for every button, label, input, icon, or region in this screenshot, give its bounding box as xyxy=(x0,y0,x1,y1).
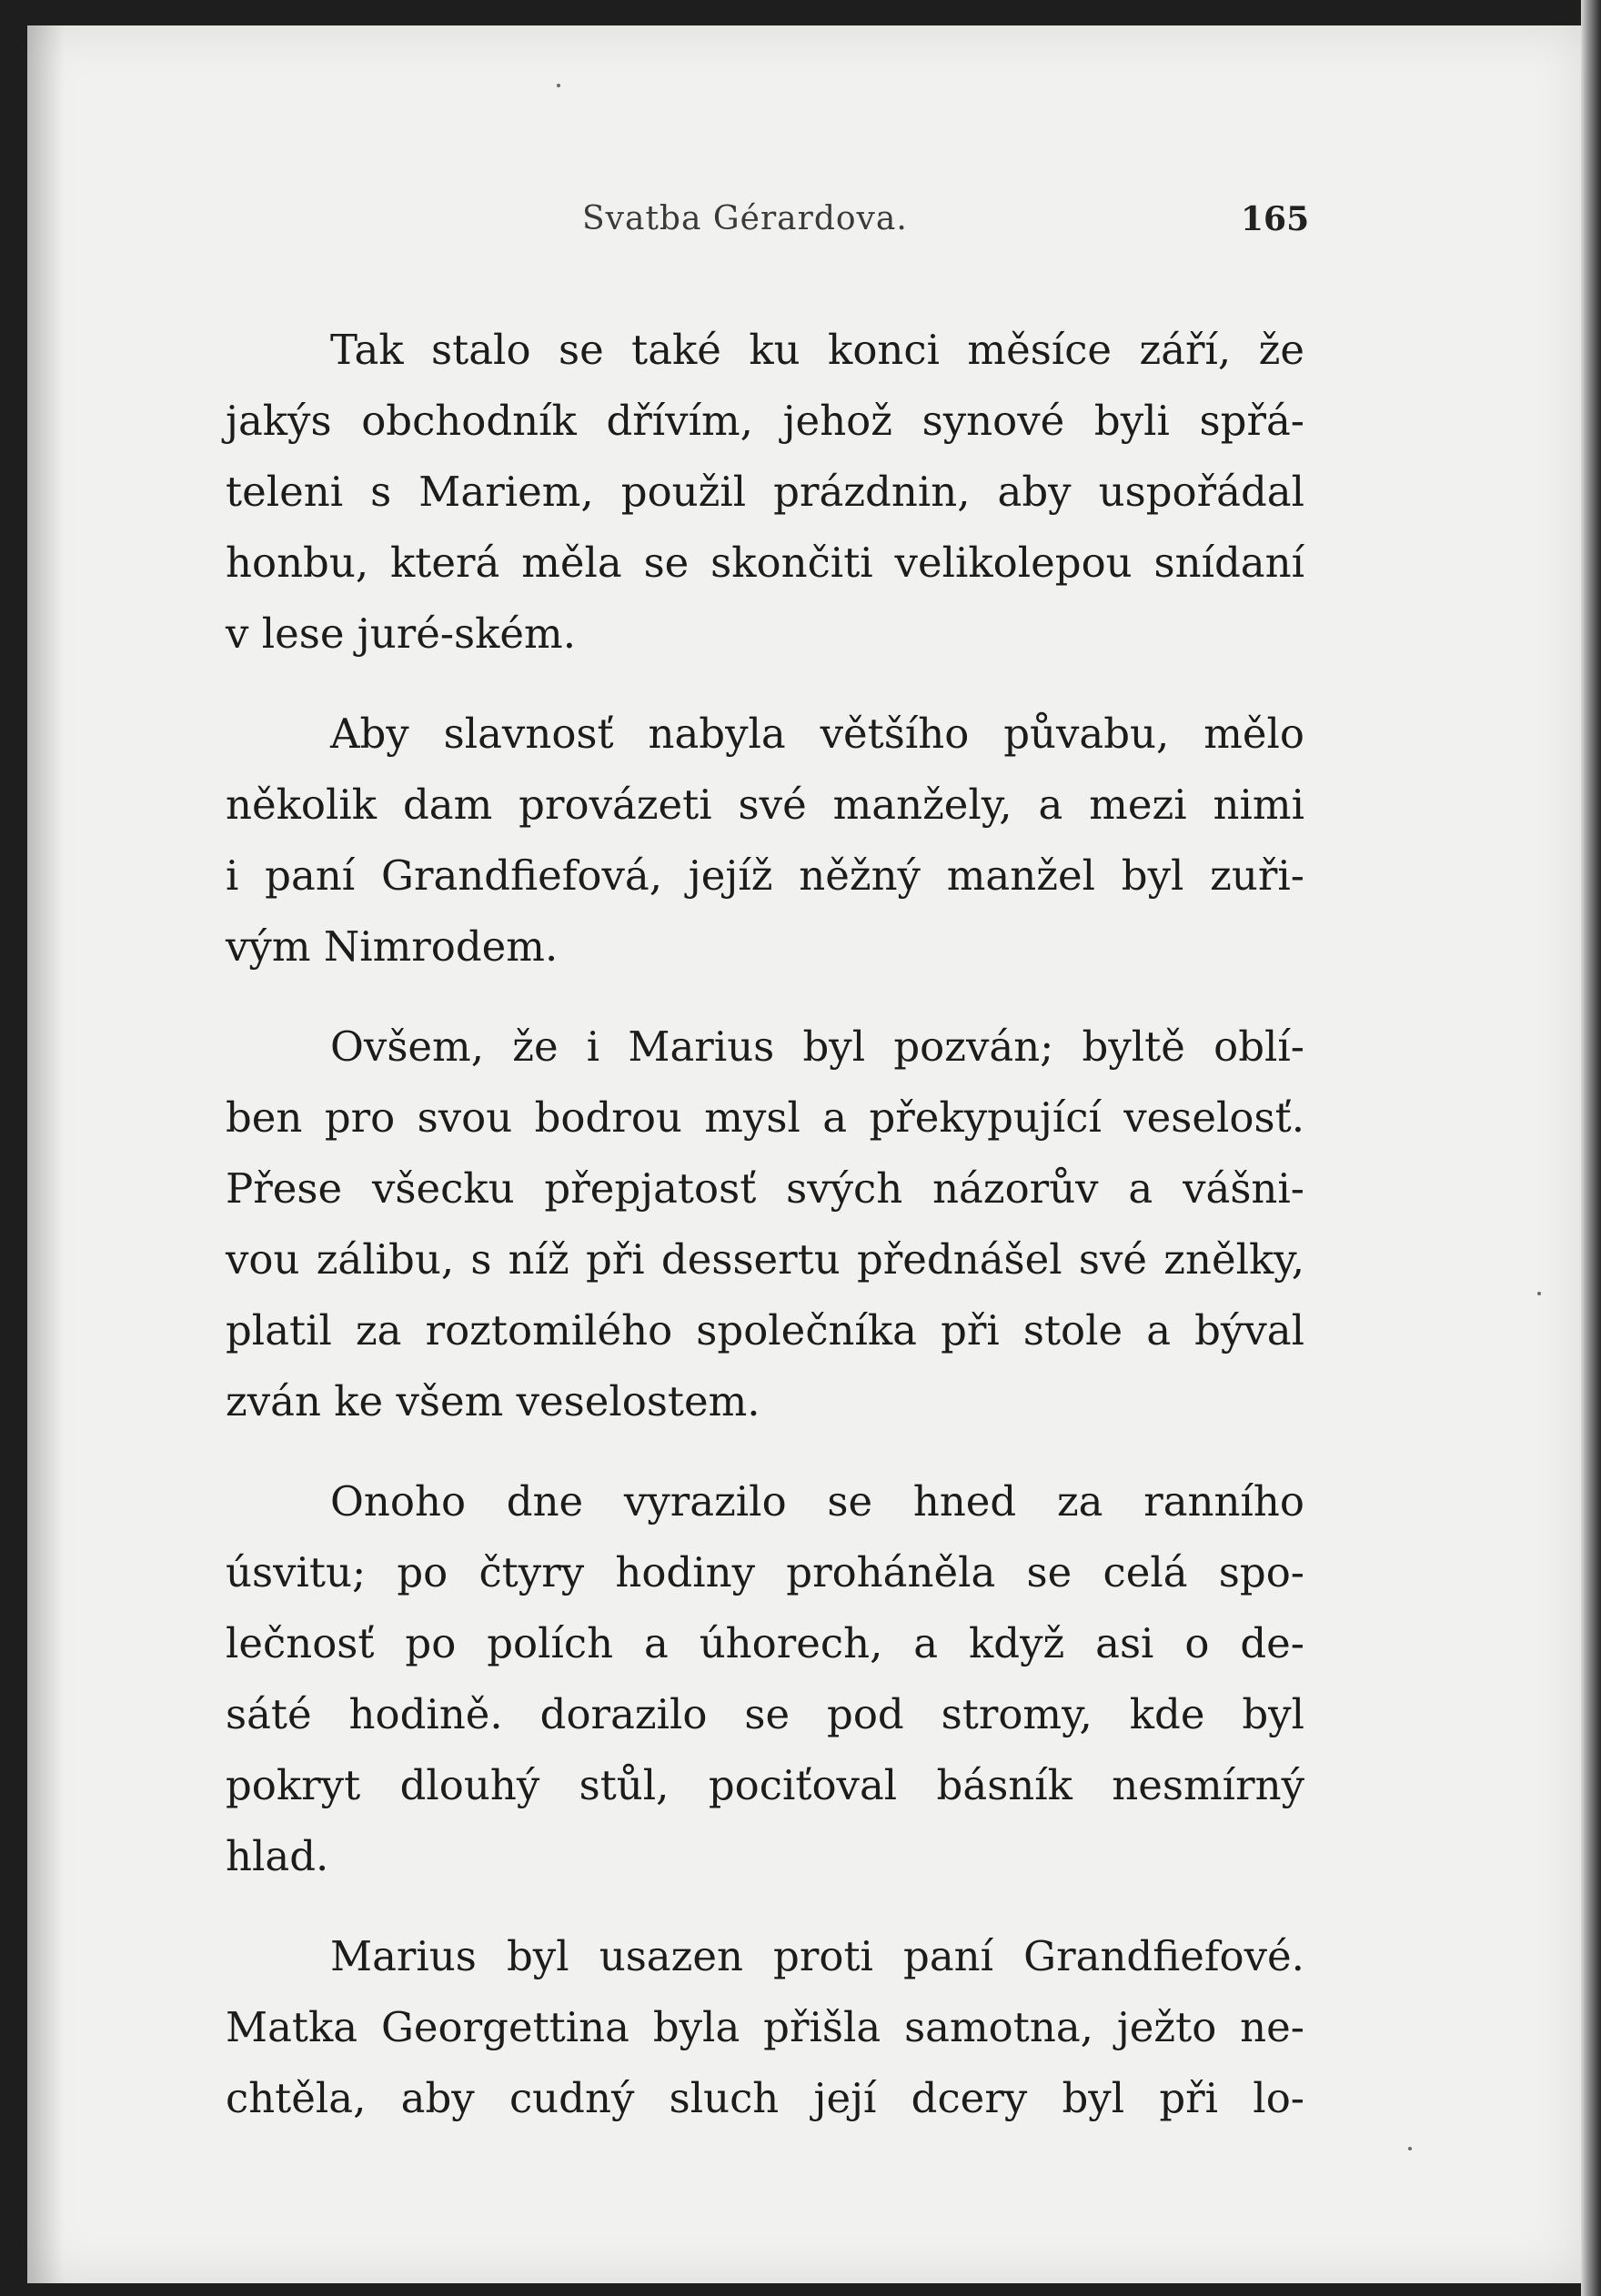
text-line: Přese všecku přepjatosť svých názorův a vášni- xyxy=(226,1164,1304,1213)
text-line: Ovšem, že i Marius byl pozván; byltě oblí- xyxy=(330,1022,1304,1071)
text-line: pokryt dlouhý stůl, pociťoval básník nesmírný xyxy=(226,1761,1304,1809)
page-edge-shadow xyxy=(1581,0,1601,2296)
body-text xyxy=(226,315,1304,2163)
paragraph xyxy=(226,315,1304,670)
paragraph xyxy=(226,1012,1304,1437)
paragraph xyxy=(226,1466,1304,1892)
text-line: Matka Georgettina byla přišla samotna, ježto ne- xyxy=(226,2003,1304,2051)
text-line: vou zálibu, s níž při dessertu přednášel své znělky, xyxy=(226,1235,1304,1284)
text-line: sáté hodině. dorazilo se pod stromy, kde byl xyxy=(226,1690,1304,1738)
gutter-shadow xyxy=(27,25,64,2283)
running-header xyxy=(0,200,1601,246)
text-line: Onoho dne vyrazilo se hned za ranního xyxy=(330,1477,1304,1526)
text-line: teleni s Mariem, použil prázdnin, aby uspořádal xyxy=(226,468,1304,516)
page-number: 165 xyxy=(1241,200,1310,238)
running-title: Svatba Gérardova. xyxy=(582,200,908,237)
paper-speck xyxy=(1408,2147,1412,2150)
text-line: ben pro svou bodrou mysl a překypující veselosť. xyxy=(226,1093,1304,1142)
text-line: lečnosť po polích a úhorech, a když asi o de- xyxy=(226,1619,1304,1667)
text-line: platil za roztomilého společníka při stole a býval xyxy=(226,1306,1304,1354)
paragraph xyxy=(226,1921,1304,2134)
text-line: jakýs obchodník dřívím, jehož synové byli spřá- xyxy=(226,397,1304,445)
text-line: vým Nimrodem. xyxy=(226,922,559,971)
text-line: zván ke všem veselostem. xyxy=(226,1377,760,1425)
text-line: i paní Grandfiefová, jejíž něžný manžel byl zuři- xyxy=(226,851,1304,900)
text-line: Marius byl usazen proti paní Grandfiefové. xyxy=(330,1932,1304,1980)
text-line: několik dam provázeti své manžely, a mezi nimi xyxy=(226,780,1304,829)
text-line: úsvitu; po čtyry hodiny proháněla se celá spo- xyxy=(226,1548,1304,1596)
text-line: chtěla, aby cudný sluch její dcery byl při lo- xyxy=(226,2074,1304,2122)
text-line: Tak stalo se také ku konci měsíce září, že xyxy=(330,326,1304,374)
paper-speck xyxy=(1537,1292,1541,1295)
paper-speck xyxy=(557,84,560,87)
text-line: honbu, která měla se skončiti velikolepou snídaní xyxy=(226,539,1304,587)
text-line: hlad. xyxy=(226,1832,329,1880)
paragraph xyxy=(226,699,1304,982)
text-line: v lese juré-ském. xyxy=(226,609,577,658)
text-line: Aby slavnosť nabyla většího půvabu, mělo xyxy=(330,710,1304,758)
